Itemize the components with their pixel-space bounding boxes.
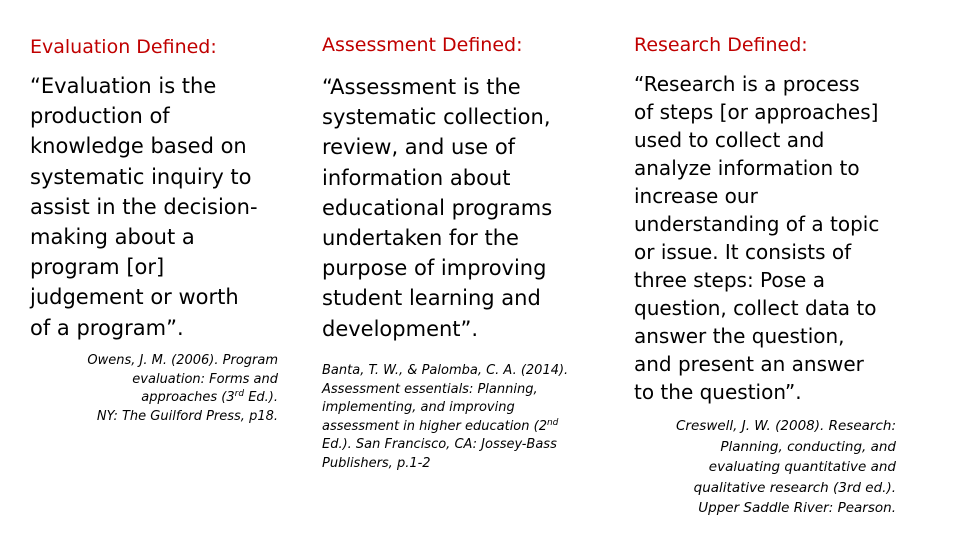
- definition-line: development”.: [322, 316, 479, 341]
- assessment-definition: [322, 72, 612, 344]
- citation-line: Owens, J. M. (2006). Program: [87, 353, 278, 368]
- citation-line: Upper Saddle River: Pearson.: [698, 500, 896, 516]
- definition-line: judgement or worth: [30, 285, 239, 310]
- evaluation-definition: [30, 71, 300, 343]
- definition-line: purpose of improving: [322, 256, 547, 281]
- definition-line: undertaken for the: [322, 226, 519, 251]
- evaluation-heading: Evaluation Defined:: [30, 36, 217, 58]
- citation-line: qualitative research (3rd ed.).: [693, 479, 896, 496]
- definition-line: educational programs: [322, 195, 553, 220]
- evaluation-citation: [87, 352, 278, 426]
- research-heading: Research Defined:: [634, 34, 808, 56]
- definition-line: “Evaluation is the: [30, 74, 217, 98]
- definition-line: program [or]: [30, 255, 165, 280]
- definition-line: systematic inquiry to: [30, 164, 252, 189]
- definition-line: used to collect and: [634, 128, 825, 152]
- citation-line: [322, 418, 568, 437]
- definition-line: increase our: [634, 184, 758, 208]
- citation-line: NY: The Guilford Press, p18.: [96, 408, 278, 424]
- definition-line: understanding of a topic: [634, 212, 880, 236]
- citation-line: Banta, T. W., & Palomba, C. A. (2014).: [322, 363, 569, 378]
- definition-line: answer the question,: [634, 324, 845, 348]
- citation-line: Ed.). San Francisco, CA: Jossey-Bass: [322, 437, 557, 452]
- citation-superscript: rd: [234, 389, 245, 399]
- definition-line: of a program”.: [30, 315, 184, 340]
- citation-text: Ed.).: [244, 390, 278, 405]
- definition-line: knowledge based on: [30, 134, 247, 159]
- definition-line: “Assessment is the: [322, 75, 521, 99]
- definition-line: systematic collection,: [322, 105, 551, 130]
- research-citation: [676, 416, 896, 519]
- definition-line: production of: [30, 104, 170, 129]
- definition-line: and present an answer: [634, 352, 864, 376]
- assessment-citation: [322, 362, 568, 473]
- definition-line: information about: [322, 165, 511, 190]
- assessment-heading: Assessment Defined:: [322, 34, 523, 56]
- definition-line: or issue. It consists of: [634, 240, 852, 264]
- citation-line: Creswell, J. W. (2008). Research:: [676, 418, 896, 434]
- research-definition: [634, 70, 934, 406]
- definition-line: of steps [or approaches]: [634, 100, 879, 124]
- citation-line: implementing, and improving: [322, 400, 515, 415]
- citation-line: Publishers, p.1-2: [322, 455, 431, 471]
- definition-line: three steps: Pose a: [634, 268, 825, 292]
- definition-line: to the question”.: [634, 380, 802, 404]
- citation-line: Planning, conducting, and: [720, 438, 896, 455]
- definition-line: assist in the decision-: [30, 194, 258, 219]
- definition-line: “Research is a process: [634, 72, 860, 96]
- citation-line: evaluation: Forms and: [132, 371, 278, 387]
- definition-line: question, collect data to: [634, 296, 877, 320]
- definition-line: student learning and: [322, 286, 541, 311]
- citation-text: approaches (3: [141, 390, 235, 405]
- definition-line: review, and use of: [322, 135, 516, 160]
- citation-superscript: nd: [546, 417, 559, 428]
- citation-line: evaluating quantitative and: [708, 459, 896, 475]
- citation-line: [87, 389, 278, 408]
- definition-line: making about a: [30, 225, 195, 250]
- definition-line: analyze information to: [634, 156, 860, 180]
- citation-line: Assessment essentials: Planning,: [322, 381, 538, 397]
- citation-text: assessment in higher education (2: [322, 418, 547, 434]
